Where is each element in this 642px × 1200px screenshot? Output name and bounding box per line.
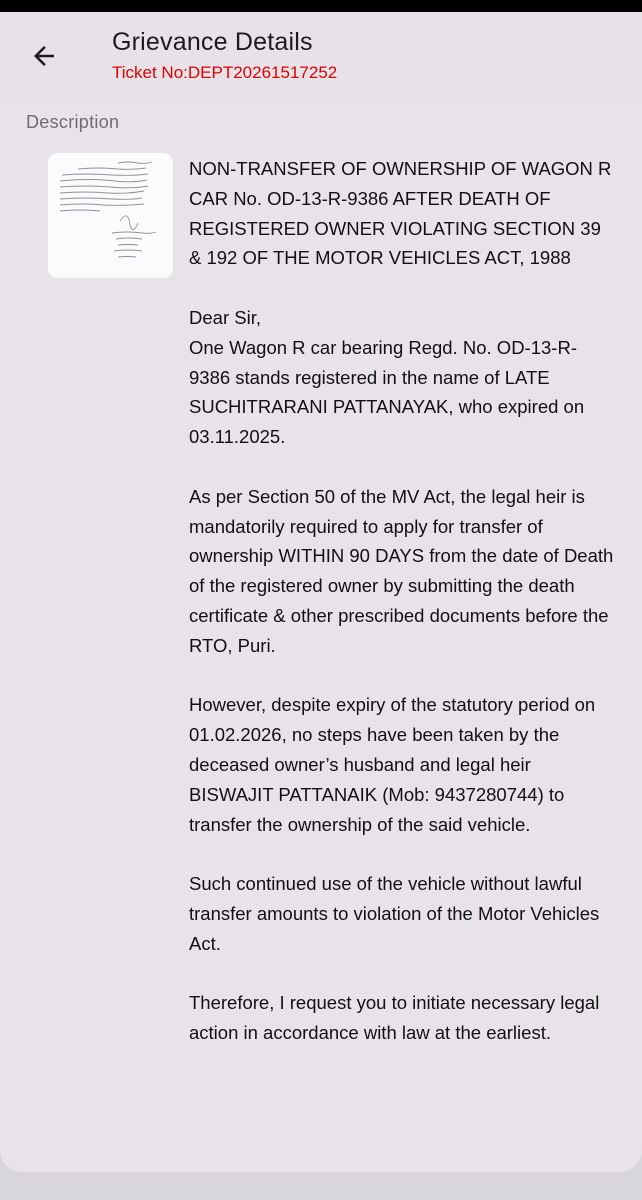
bottom-strip <box>0 1172 642 1200</box>
arrow-left-icon <box>29 41 59 71</box>
status-bar <box>0 0 642 12</box>
description-label: Description <box>26 112 120 132</box>
app-bar <box>0 12 642 100</box>
grievance-card <box>0 100 642 1172</box>
attachment-thumbnail[interactable] <box>48 153 173 278</box>
document-thumbnail-icon <box>48 153 173 278</box>
grievance-description: NON-TRANSFER OF OWNERSHIP OF WAGON R CAR No. OD-13-R-9386 AFTER DEATH OF REGISTERED OWNER VIOLATING SECTION 39 & 192 OF THE MOTOR VEHICLES ACT, 1988 Dear Sir, One Wagon R car bearing Regd. No. OD-13-R-9386 stands registered in the name of LATE SUCHITRARANI PATTANAYAK, who expired on 03.11.2025. As per Section 50 of the MV Act, the legal heir is mandatorily required to apply for transfer of ownership WITHIN 90 DAYS from the date of Death of the registered owner by submitting the death certificate & other prescribed documents before the RTO, Puri. However, despite expiry of the statutory period on 01.02.2026, no steps have been taken by the deceased owner’s husband and legal heir BISWAJIT PATTANAIK (Mob: 9437280744) to transfer the ownership of the said vehicle. Such continued use of the vehicle without lawful transfer amounts to violation of the Motor Vehicles Act. Therefore, I request you to initiate necessary legal action in accordance with law at the earliest. <box>189 158 614 1044</box>
page-title: Grievance Details <box>112 28 313 56</box>
ticket-number: Ticket No:DEPT20261517252 <box>112 63 338 82</box>
back-button[interactable] <box>22 34 66 78</box>
